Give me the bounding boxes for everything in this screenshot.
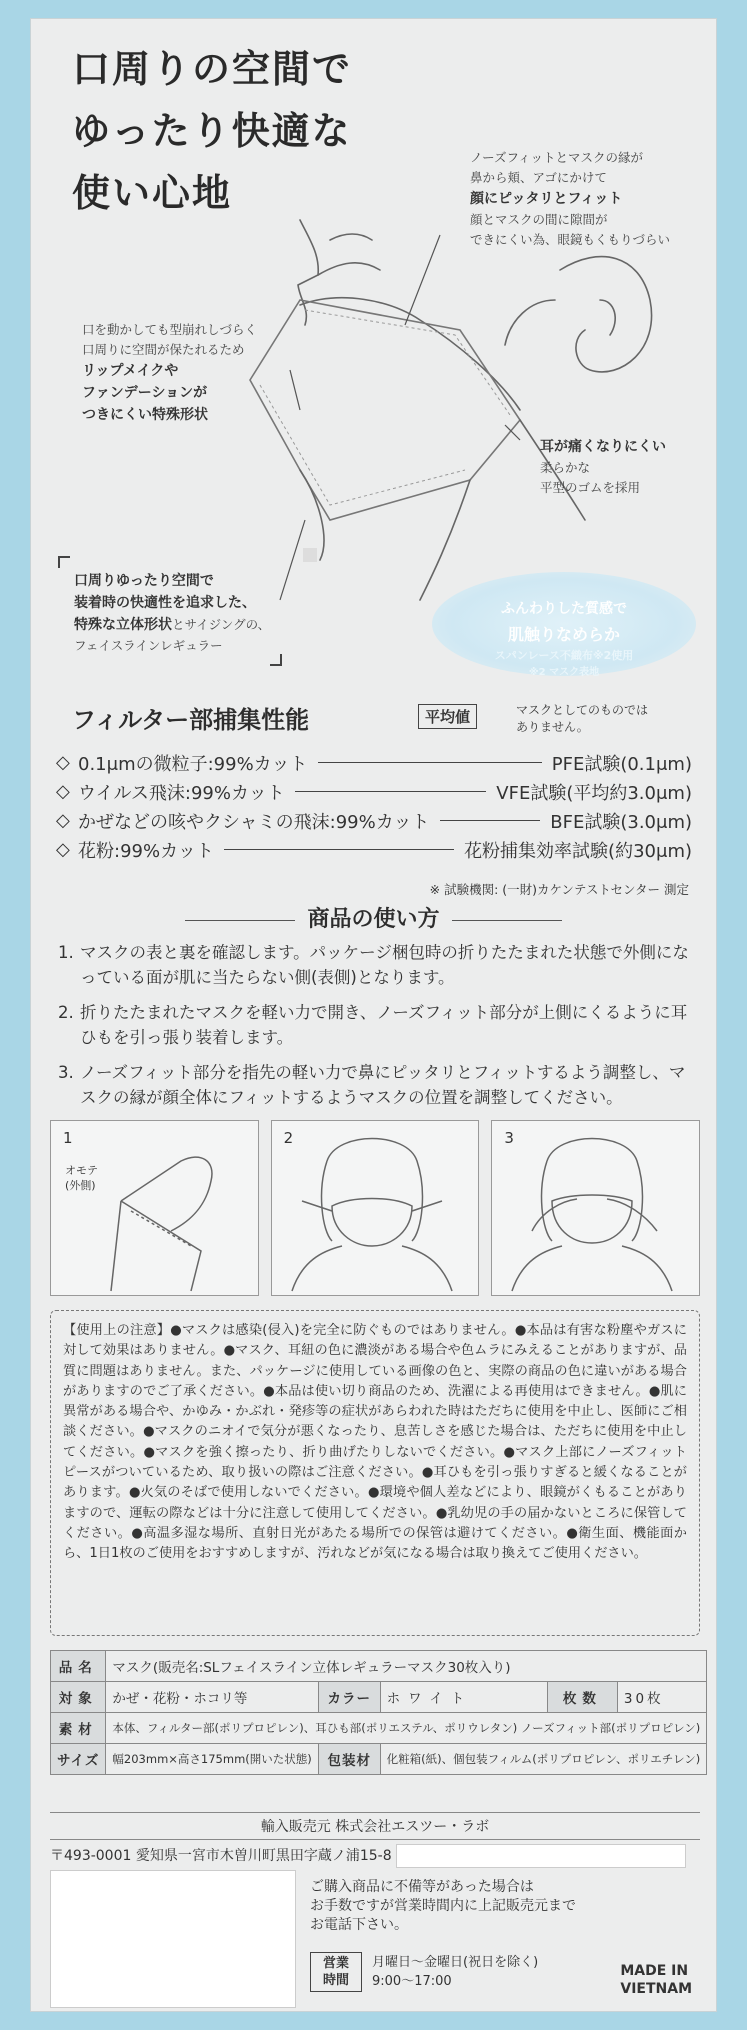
hero-title-line: 口周りの空間で (72, 47, 353, 91)
wearing-mask-icon (272, 1121, 472, 1297)
callout-text: ノーズフィットとマスクの縁が (470, 150, 644, 165)
made-in-text: VIETNAM (620, 1981, 692, 1997)
diamond-icon: ◇ (56, 752, 70, 773)
callout-shape (58, 556, 282, 666)
adjusting-mask-icon (492, 1121, 692, 1297)
hours-line: 9:00～17:00 (372, 1974, 452, 1989)
omote-text: (外側) (65, 1179, 96, 1192)
usage-step (58, 1000, 690, 1050)
bottom-block (50, 1870, 700, 2008)
spec-value: 30枚 (617, 1682, 706, 1713)
importer-line: 輸入販売元 株式会社エスツー・ラボ (50, 1812, 700, 1840)
leader-line (295, 791, 486, 792)
callout-text: とサイジングの、 (172, 617, 271, 632)
leader-line (440, 820, 541, 821)
usage-steps (58, 940, 690, 1120)
diamond-icon: ◇ (56, 839, 70, 860)
spec-label: 対象 (51, 1682, 106, 1713)
usage-illustration (271, 1120, 480, 1296)
caution-box: 【使用上の注意】●マスクは感染(侵入)を完全に防ぐものではありません。●本品は有害な粉塵やガスに対して効果はありません。●マスク、耳紐の色に濃淡がある場合や色ムラにみえることがありますが、品質に問題はありません。また、パッケージに使用している画像の色と、実際の商品の色に違いがある場合がありますのでご了承ください。●本品は使い切り商品のため、洗濯による再使用はできません。●肌に異常がある場合や、かゆみ・かぶれ・発疹等の症状があらわれた時はただちに使用を中止し、医師にご相談ください。●マスクのニオイで気分が悪くなったり、息苦しさを感じた場合は、ただちに使用を中止してください。●マスクを強く擦ったり、折り曲げたりしないでください。●マスク上部にノーズフィットピースがついているため、取り扱いの際はご注意ください。●耳ひもを引っ張りすぎると緩くなることがあります。●火気のそばで使用しないでください。●環境や個人差などにより、眼鏡がくもることがありますので、運転の際などは十分に注意して使用してください。●乳幼児の手の届かないところに保管してください。●高温多湿な場所、直射日光があたる場所での保管は避けてください。●衛生面、機能面から、1日1枚のご使用をおすすめしますが、汚れなどが気になる場合は取り換えてご使用ください。 (50, 1310, 700, 1636)
illustration-number: 1 (63, 1129, 73, 1147)
spec-label: 品名 (51, 1651, 106, 1682)
leader-line (224, 849, 454, 850)
contact-line: ご購入商品に不備等があった場合は (310, 1879, 534, 1895)
step-text: ノーズフィット部分を指先の軽い力で鼻にピッタリとフィットするよう調整し、マスクの縁が顔全体にフィットするようマスクの位置を調整してください。 (80, 1063, 686, 1107)
made-in-label (620, 1962, 692, 1998)
spec-row (51, 1682, 707, 1713)
step-text: 折りたたまれたマスクを軽い力で開き、ノーズフィット部分が上側にくるように耳ひもを引っ張り装着します。 (80, 1003, 688, 1047)
callout-bold: 耳が痛くなりにくい (540, 439, 666, 455)
filter-list (56, 748, 692, 864)
filter-note (516, 702, 648, 736)
filter-left: 花粉:99%カット (78, 840, 214, 862)
usage-illustration (491, 1120, 700, 1296)
spec-table (50, 1650, 707, 1775)
callout-bold-row (74, 614, 270, 636)
spec-value: 幅203mm×高さ175mm(開いた状態) (106, 1744, 318, 1775)
importer-address: 〒493-0001 愛知県一宮市木曽川町黒田字蔵ノ浦15-8 (50, 1848, 392, 1864)
filter-title: フィルター部捕集性能 (72, 706, 310, 734)
soft-texture-badge (432, 572, 696, 676)
callout-bold: 顔にピッタリとフィット (470, 191, 623, 207)
callout-text: できにくい為、眼鏡もくもりづらい (470, 232, 671, 247)
hours-label-text: 時間 (322, 1973, 349, 1988)
callout-bold: ファンデーションが (82, 385, 208, 401)
spec-row (51, 1651, 707, 1682)
callout-bold: 口周りゆったり空間で (74, 573, 214, 589)
spec-label: カラー (318, 1682, 380, 1713)
contact-line: お電話下さい。 (310, 1917, 408, 1933)
usage-title-text: 商品の使い方 (307, 907, 440, 932)
step-text: マスクの表と裏を確認します。パッケージ梱包時の折りたたまれた状態で外側になっている面が肌に当たらない側(表側)となります。 (80, 943, 689, 987)
spec-value: マスク(販売名:SLフェイスライン立体レギュラーマスク30枚入り) (106, 1651, 707, 1682)
spec-label: 素材 (51, 1713, 106, 1744)
badge-text: 肌触りなめらか (507, 625, 620, 644)
usage-title (0, 902, 747, 933)
badge-text: スパンレース不織布※2使用 (494, 649, 634, 662)
title-rule (452, 920, 562, 921)
hours-line: 月曜日～金曜日(祝日を除く) (372, 1955, 539, 1970)
filter-average-badge: 平均値 (418, 704, 477, 729)
diamond-icon: ◇ (56, 810, 70, 831)
made-in-text: MADE IN (620, 1963, 689, 1979)
hours-label (310, 1952, 362, 1992)
filter-row (56, 748, 692, 777)
usage-illustration (50, 1120, 259, 1296)
hours-text (372, 1953, 538, 1991)
filter-note-line: ありません。 (516, 720, 589, 734)
filter-left: ウイルス飛沫:99%カット (78, 782, 285, 804)
hours-label-text: 営業 (322, 1956, 349, 1971)
callout-text: 鼻から頬、アゴにかけて (470, 170, 607, 185)
callout-lip-makeup (82, 320, 257, 426)
step-number: 1. (58, 943, 74, 962)
folded-mask-icon (51, 1121, 251, 1297)
spec-label: 包装材 (318, 1744, 380, 1775)
spec-value: ホワイト (380, 1682, 547, 1713)
spec-value: かぜ・花粉・ホコリ等 (106, 1682, 318, 1713)
step-number: 2. (58, 1003, 74, 1022)
filter-left: 0.1μmの微粒子:99%カット (78, 753, 308, 775)
contact-line: お手数ですが営業時間内に上記販売元まで (310, 1898, 576, 1914)
importer-block (50, 1812, 700, 1872)
hero-title-line: 使い心地 (72, 171, 233, 215)
callout-nose-fit (470, 148, 670, 250)
business-hours (310, 1952, 538, 1992)
badge-text: ※2 マスク表地 (528, 667, 600, 678)
filter-row (56, 806, 692, 835)
spec-label: 枚数 (547, 1682, 617, 1713)
callout-bold: 装着時の快適性を追求した、 (74, 595, 256, 611)
filter-right: 花粉捕集効率試験(約30μm) (464, 840, 692, 862)
usage-illustrations (50, 1120, 700, 1296)
bracket-corner (270, 654, 282, 666)
callout-text: 柔らかな (540, 460, 591, 475)
filter-row (56, 777, 692, 806)
usage-step (58, 940, 690, 990)
filter-right: PFE試験(0.1μm) (551, 753, 692, 775)
filter-row (56, 835, 692, 864)
spec-row (51, 1713, 707, 1744)
hero-title-line: ゆったり快適な (72, 109, 352, 153)
blank-label-area (396, 1844, 686, 1868)
callout-bold: リップメイクや (82, 363, 179, 379)
callout-text: 顔とマスクの間に隙間が (470, 212, 608, 227)
spec-label: サイズ (51, 1744, 106, 1775)
spec-row (51, 1744, 707, 1775)
test-organization: ※ 試験機関: (一財)カケンテストセンター 測定 (429, 882, 689, 897)
callout-text: 平型のゴムを採用 (540, 480, 641, 495)
leader-line (318, 762, 542, 763)
title-rule (185, 920, 295, 921)
bracket-corner (58, 556, 70, 568)
omote-text: オモテ (65, 1164, 98, 1177)
callout-ear-comfort (540, 436, 666, 498)
spec-value: 化粧箱(紙)、個包装フィルム(ポリプロピレン、ポリエチレン) (380, 1744, 707, 1775)
callout-bold: 特殊な立体形状 (74, 617, 172, 633)
filter-right: BFE試験(3.0μm) (550, 811, 692, 833)
filter-right: VFE試験(平均約3.0μm) (496, 782, 692, 804)
diamond-icon: ◇ (56, 781, 70, 802)
filter-note-line: マスクとしてのものでは (516, 703, 649, 717)
callout-text: 口を動かしても型崩れしづらく (82, 322, 258, 337)
callout-text: 口周りに空間が保たれるため (82, 342, 245, 357)
importer-address-row (50, 1840, 700, 1872)
callout-text: フェイスラインレギュラー (74, 638, 223, 653)
filter-left: かぜなどの咳やクシャミの飛沫:99%カット (78, 811, 430, 833)
illustration-number: 3 (504, 1129, 514, 1147)
usage-step (58, 1060, 690, 1110)
callout-bold: つきにくい特殊形状 (82, 407, 208, 423)
blank-label-area (50, 1870, 296, 2008)
spec-value: 本体、フィルター部(ポリプロピレン)、耳ひも部(ポリエステル、ポリウレタン) ノーズフィット部(ポリプロピレン) (106, 1713, 707, 1744)
step-number: 3. (58, 1063, 74, 1082)
badge-text: ふんわりした質感で (501, 601, 627, 617)
contact-info (296, 1870, 700, 2008)
illustration-number: 2 (283, 1129, 294, 1147)
